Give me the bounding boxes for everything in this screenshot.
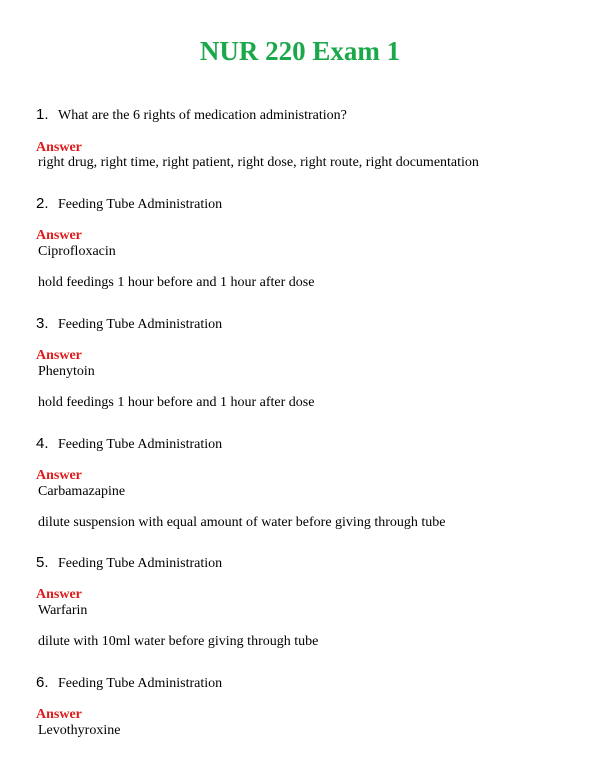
answer-label: Answer [36,348,82,363]
answer-label: Answer [36,587,82,602]
question-text: Feeding Tube Administration [58,317,223,332]
question-text: Feeding Tube Administration [58,556,223,571]
answer-text: Warfarin [38,603,88,618]
answer-label: Answer [36,468,82,483]
question-text: Feeding Tube Administration [58,676,223,691]
question-line [36,315,222,334]
question-number: 2. [36,195,49,212]
question-number: 5. [36,554,49,571]
answer-text: dilute with 10ml water before giving through tube [38,634,319,649]
document-title: NUR 220 Exam 1 [199,36,401,66]
answer-label: Answer [36,707,82,722]
answer-text: dilute suspension with equal amount of water before giving through tube [38,515,446,530]
question-number: 4. [36,435,49,452]
answer-text: hold feedings 1 hour before and 1 hour after dose [38,275,315,290]
answer-label: Answer [36,140,82,155]
question-line [36,554,222,573]
question-number: 3. [36,315,49,332]
question-line [36,435,222,454]
answer-label: Answer [36,228,82,243]
answer-text: Ciprofloxacin [38,244,116,259]
answer-text: Carbamazapine [38,484,126,499]
answer-text: right drug, right time, right patient, right dose, right route, right documentation [38,155,479,170]
answer-text: hold feedings 1 hour before and 1 hour after dose [38,395,315,410]
answer-text: Phenytoin [38,364,95,379]
question-text: Feeding Tube Administration [58,437,223,452]
answer-text: Levothyroxine [38,723,121,738]
question-text: What are the 6 rights of medication administration? [58,108,347,123]
question-number: 6. [36,674,49,691]
question-text: Feeding Tube Administration [58,197,223,212]
question-line [36,106,347,125]
question-line [36,674,222,693]
question-line [36,195,222,214]
question-number: 1. [36,106,49,123]
